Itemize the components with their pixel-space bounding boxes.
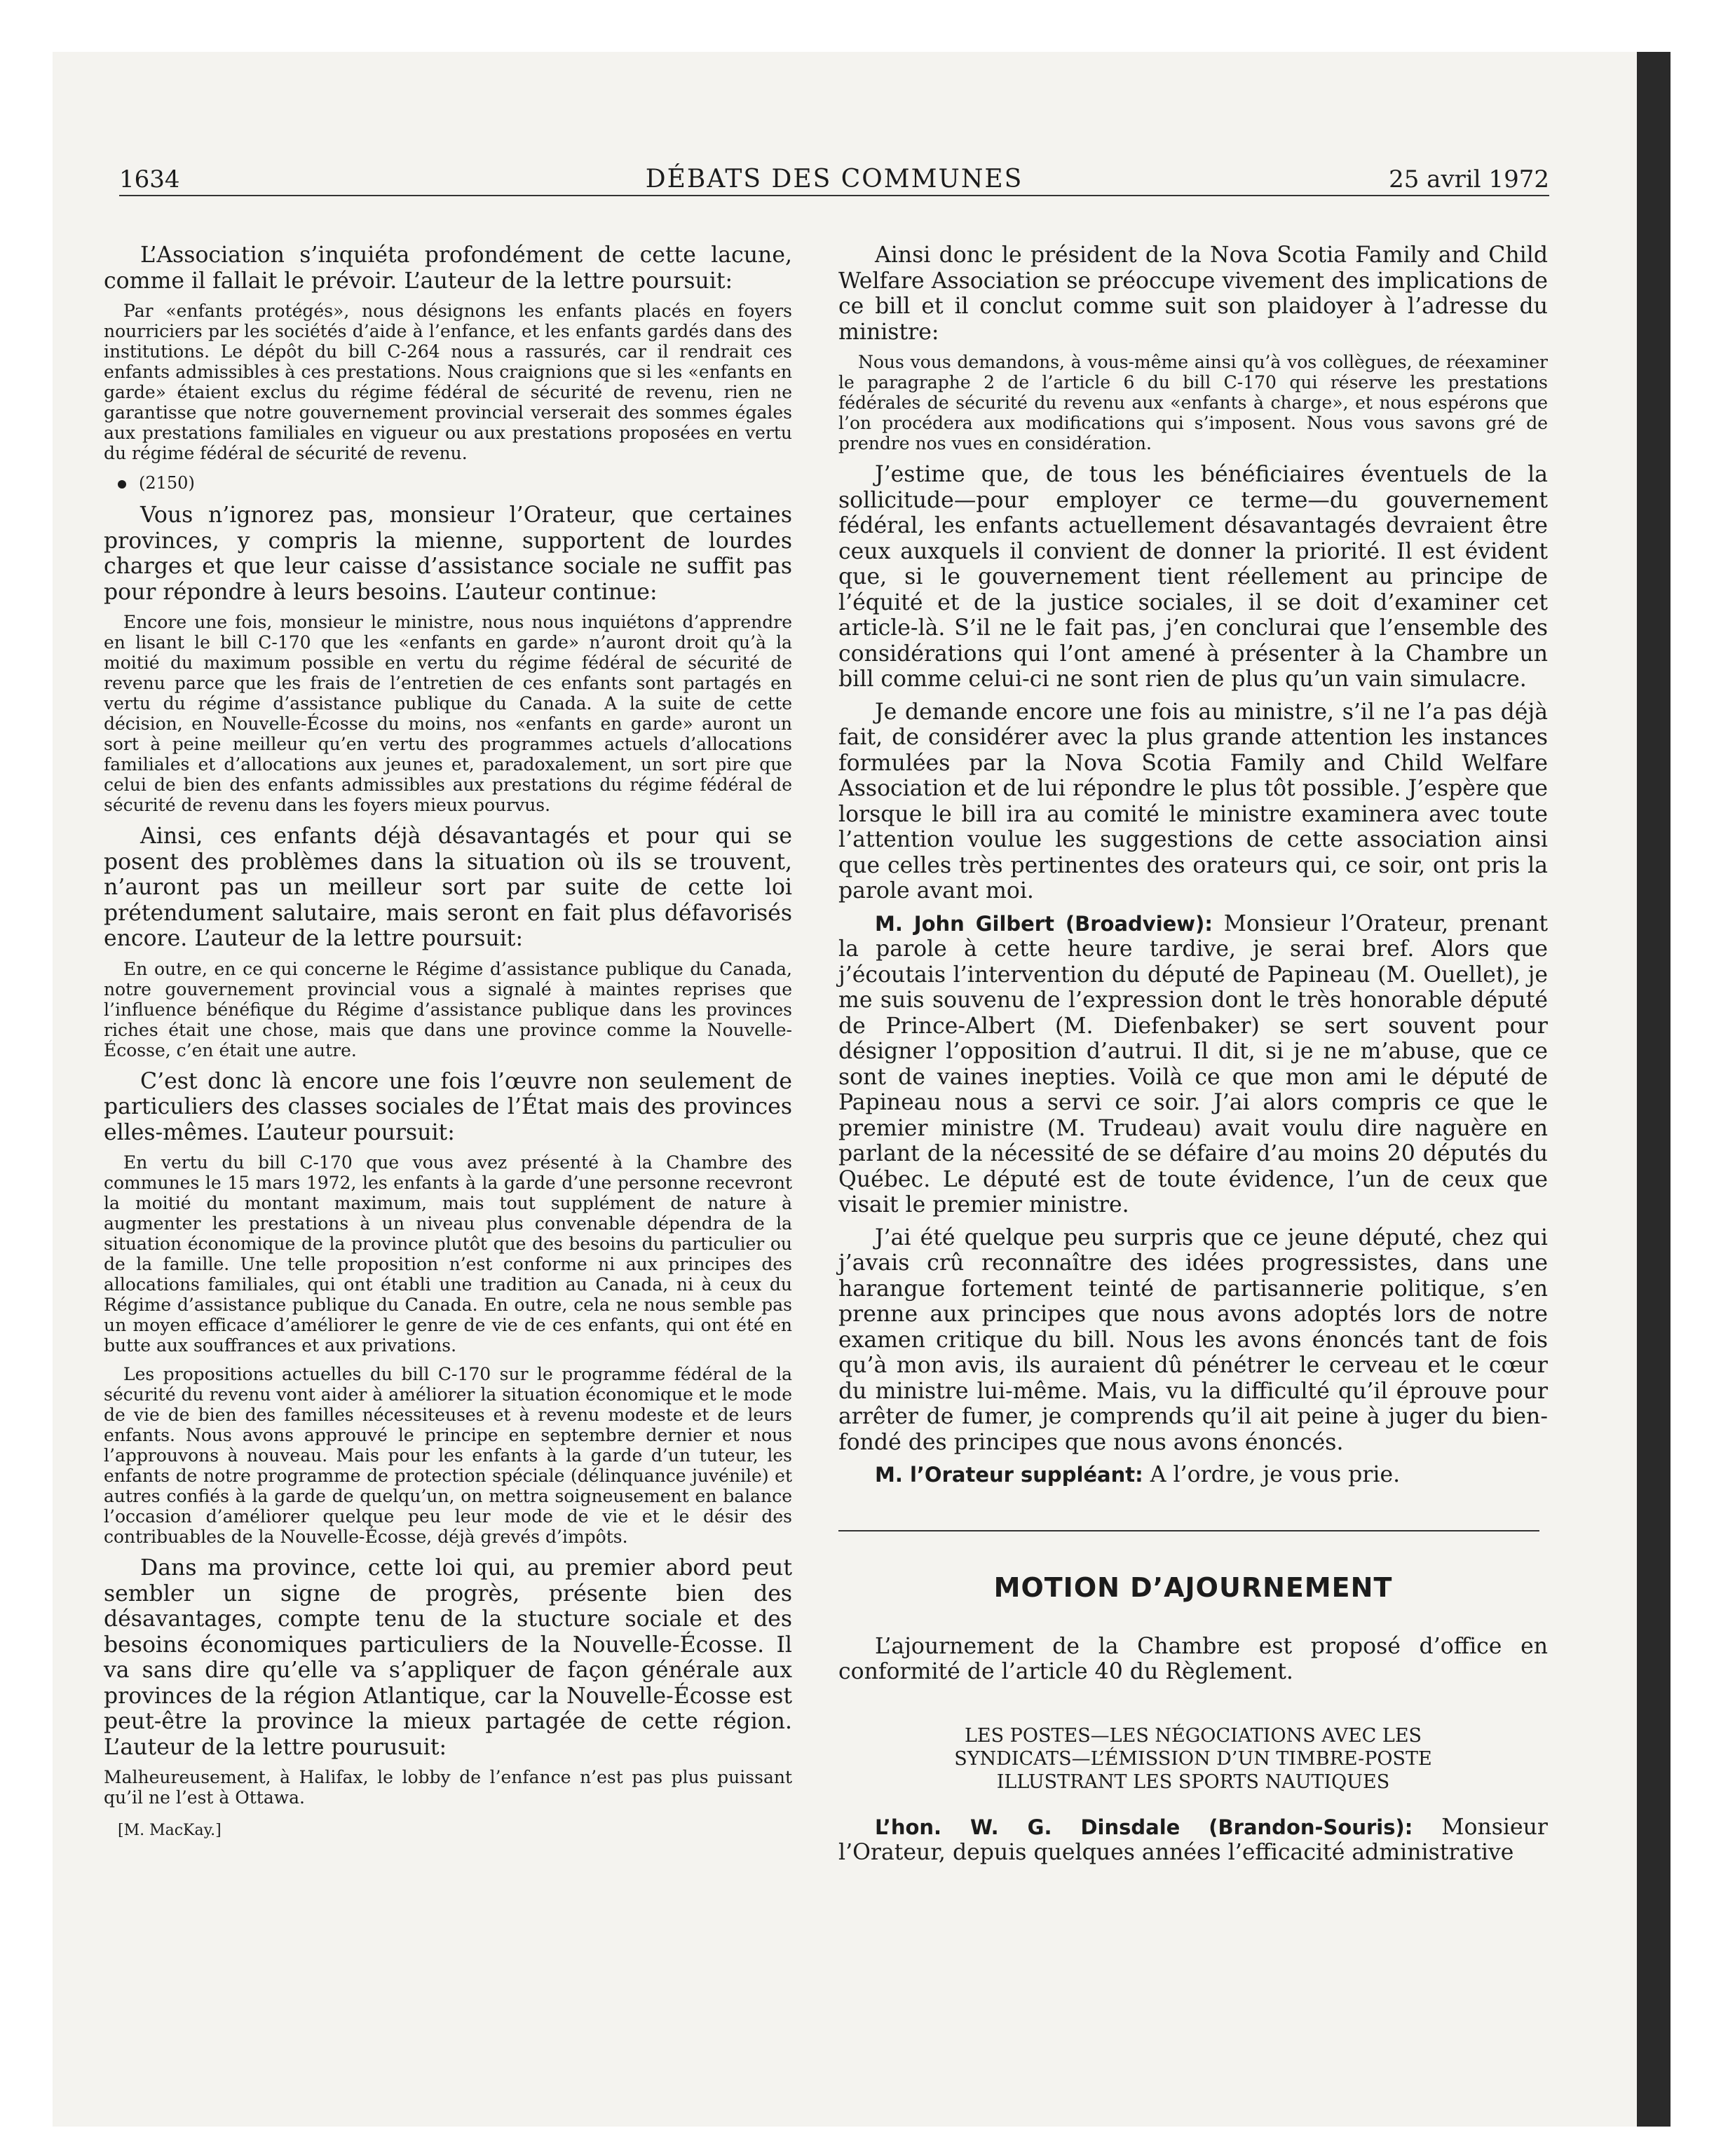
time-marker: (2150) bbox=[118, 473, 792, 493]
paragraph: J’ai été quelque peu surpris que ce jeune député, chez qui j’avais crû reconnaître des idées progressistes, dans une harangue fortement teinté de partisannerie politique, s’en prenne aux principes que nous avons adoptés lors de notre examen critique du bill. Nous les avons énoncés tant de fois qu’à mon avis, ils auraient dû pénétrer le cerveau et le cœur du ministre lui-même. Mais, vu la difficulté qu’il éprouve pour arrêter de fumer, je comprends qu’il ait peine à juger du bien-fondé des principes que nous avons énoncés. bbox=[838, 1224, 1548, 1455]
speech-gilbert: M. John Gilbert (Broadview): Monsieur l’Orateur, prenant la parole à cette heure tardive, je serai bref. Alors que j’écoutais l’intervention du député de Papineau (M. Ouellet), je me suis souvenu de l’expression dont le très honorable député de Prince-Albert (M. Diefenbaker) se sert souvent pour désigner l’opposition d’autrui. Il dit, si je ne m’abuse, que ce sont de vaines inepties. Voilà ce que mon ami le député de Papineau nous a servi ce soir. J’ai alors compris ce que le premier ministre (M. Trudeau) avait voulu dire naguère en parlant de la nécessité de se défaire d’au moins 20 députés du Québec. Le député est de toute évidence, l’un de ceux que visait le premier ministre. bbox=[838, 910, 1548, 1217]
bullet-icon bbox=[118, 480, 126, 489]
paragraph: Je demande encore une fois au ministre, s’il ne l’a pas déjà fait, de considérer avec la plus grande attention les instances formulées par la Nova Scotia Family and Child Welfare Association et de lui répondre le plus tôt possible. J’espère que lorsque le bill ira au comité le ministre examinera avec toute l’attention voulue les suggestions de cette association ainsi que celles très pertinentes des orateurs qui, ce soir, ont pris la parole avant moi. bbox=[838, 699, 1548, 903]
paragraph: Dans ma province, cette loi qui, au premier abord peut sembler un signe de progrès, présente bien des désavantages, compte tenu de la stucture sociale et des besoins économiques particuliers de la Nouvelle-Écosse. Il va sans dire qu’elle va s’appliquer de façon générale aux provinces de la région Atlantique, car la Nouvelle-Écosse est peut-être la province la mieux partagée de cette région. L’auteur de la lettre pourusuit: bbox=[104, 1555, 792, 1760]
quote: Encore une fois, monsieur le ministre, nous nous inquiétons d’apprendre en lisant le bill C-170 que les «enfants en garde» n’auront droit qu’à la moitié du maximum possible en vertu du régime fédéral de sécurité de revenu parce que les frais de l’entretien de ces enfants sont partagés en vertu du régime d’assistance publique du Canada. A la suite de cette décision, en Nouvelle-Écosse du moins, nos «enfants en garde» auront un sort à peine meilleur qu’en vertu des programmes actuels d’allocations familiales et d’allocations aux jeunes et, paradoxalement, un sort pire que celui de bien des enfants admissibles aux prestations du régime fédéral de sécurité de revenu dans les foyers mieux pourvus. bbox=[104, 612, 792, 815]
speaker-name: L’hon. W. G. Dinsdale (Brandon-Souris): bbox=[875, 1815, 1413, 1839]
quote: En outre, en ce qui concerne le Régime d’assistance publique du Canada, notre gouvernement provincial vous a signalé à maintes reprises que l’influence bénéfique du Régime d’assistance publique dans les provinces riches était une chose, mais que dans une province comme la Nouvelle-Écosse, c’en était une autre. bbox=[104, 958, 792, 1060]
quote: Les propositions actuelles du bill C-170 sur le programme fédéral de la sécurité du revenu vont aider à améliorer la situation économique et le mode de vie de bien des familles nécessiteuses et à revenu modeste et de leurs enfants. Nous avons approuvé le principe en septembre dernier et nous l’approuvons à nouveau. Mais pour les enfants à la garde d’un tuteur, les enfants de notre programme de protection spéciale (délinquance juvénile) et autres confiés à la garde de quelqu’un, on mettra soigneusement en balance l’occasion d’améliorer quelque peu leur mode de vie et le désir des contribuables de la Nouvelle-Écosse, déjà grevés d’impôts. bbox=[104, 1364, 792, 1547]
page-header bbox=[119, 160, 1549, 196]
speaker-signature: [M. MacKay.] bbox=[118, 1822, 222, 1839]
quote: En vertu du bill C-170 que vous avez présenté à la Chambre des communes le 15 mars 1972, les enfants à la garde d’une personne recevront la moitié du montant maximum, mais tout supplément de nature à augmenter les prestations à un niveau plus convenable dépendra de la situation économique de la province plutôt que des besoins du particulier ou de la famille. Une telle proposition n’est conforme ni aux principes des allocations familiales, qui ont établi une tradition au Canada, ni à ceux du Régime d’assistance publique du Canada. En outre, cela ne nous semble pas un moyen efficace d’améliorer le genre de vie de ces enfants, qui ont été en butte aux souffrances et aux privations. bbox=[104, 1152, 792, 1356]
quote: Par «enfants protégés», nous désignons les enfants placés en foyers nourriciers par les sociétés d’aide à l’enfance, et les enfants gardés dans des institutions. Le dépôt du bill C-264 nous a rassurés, car il rendrait ces enfants admissibles à ces prestations. Nous craignions que si les «enfants en garde» étaient exclus du régime fédéral de sécurité de revenu, rien ne garantisse que notre gouvernement provincial verserait des sommes égales aux prestations familiales en vigueur ou aux prestations proposées en vertu du régime fédéral de sécurité de revenu. bbox=[104, 301, 792, 463]
publication-title: DÉBATS DES COMMUNES bbox=[645, 165, 1023, 193]
page-number: 1634 bbox=[119, 165, 180, 193]
quote: Nous vous demandons, à vous-même ainsi qu’à vos collègues, de réexaminer le paragraphe 2 de l’article 6 du bill C-170 qui réserve les prestations fédérales de sécurité du revenu aux «enfants à charge», et nous espérons que l’on procédera aux modifications qui s’imposent. Nous vous savons gré de prendre nos vues en considération. bbox=[838, 352, 1548, 453]
section-heading: MOTION D’AJOURNEMENT bbox=[993, 1571, 1393, 1603]
paragraph: L’ajournement de la Chambre est proposé d’office en conformité de l’article 40 du Règlement. bbox=[838, 1633, 1548, 1684]
paragraph: Ainsi donc le président de la Nova Scotia Family and Child Welfare Association se préoccupe vivement des implications de ce bill et il conclut comme suit son plaidoyer à l’adresse du ministre: bbox=[838, 243, 1548, 345]
scan-edge-bar bbox=[1637, 52, 1671, 2127]
quote: Malheureusement, à Halifax, le lobby de l’enfance n’est pas plus puissant qu’il ne l’est à Ottawa. bbox=[104, 1767, 792, 1808]
speech-dinsdale: L’hon. W. G. Dinsdale (Brandon-Souris): Monsieur l’Orateur, depuis quelques années l’efficacité administrative bbox=[838, 1814, 1548, 1865]
paragraph: Vous n’ignorez pas, monsieur l’Orateur, que certaines provinces, y compris la mienne, supportent de lourdes charges et que leur caisse d’assistance sociale ne suffit pas pour répondre à leurs besoins. L’auteur continue: bbox=[104, 503, 792, 605]
section-divider bbox=[838, 1530, 1539, 1531]
speaker-name: M. l’Orateur suppléant: bbox=[875, 1463, 1143, 1487]
right-column bbox=[838, 243, 1548, 1873]
subsection-heading: LES POSTES—LES NÉGOCIATIONS AVEC LES SYNDICATS—L’ÉMISSION D’UN TIMBRE-POSTE ILLUSTRANT LES SPORTS NAUTIQUES bbox=[954, 1724, 1432, 1793]
speech-deputy-speaker: M. l’Orateur suppléant: A l’ordre, je vous prie. bbox=[875, 1462, 1401, 1487]
paragraph: Ainsi, ces enfants déjà désavantagés et pour qui se posent des problèmes dans la situation où ils se trouvent, n’auront pas un meilleur sort par suite de cette loi prétendument salutaire, mais seront en fait plus défavorisés encore. L’auteur de la lettre poursuit: bbox=[104, 824, 792, 951]
publication-date: 25 avril 1972 bbox=[1389, 165, 1549, 193]
paragraph: J’estime que, de tous les bénéficiaires éventuels de la sollicitude—pour employer ce terme—du gouvernement fédéral, les enfants actuellement désavantagés devraient être ceux auxquels il convient de donner la priorité. Il est évident que, si le gouvernement tient réellement au principe de l’équité et de la justice sociales, il se doit d’examiner cet article-là. S’il ne le fait pas, j’en conclurai que l’ensemble des considérations qui l’ont amené à présenter à la Chambre un bill comme celui-ci ne sont rien de plus qu’un vain simulacre. bbox=[838, 462, 1548, 692]
paragraph: C’est donc là encore une fois l’œuvre non seulement de particuliers des classes sociales de l’État mais des provinces elles-mêmes. L’auteur poursuit: bbox=[104, 1068, 792, 1145]
paragraph: L’Association s’inquiéta profondément de cette lacune, comme il fallait le prévoir. L’auteur de la lettre poursuit: bbox=[104, 243, 792, 294]
speaker-name: M. John Gilbert (Broadview): bbox=[875, 911, 1213, 936]
left-column bbox=[104, 243, 792, 1839]
